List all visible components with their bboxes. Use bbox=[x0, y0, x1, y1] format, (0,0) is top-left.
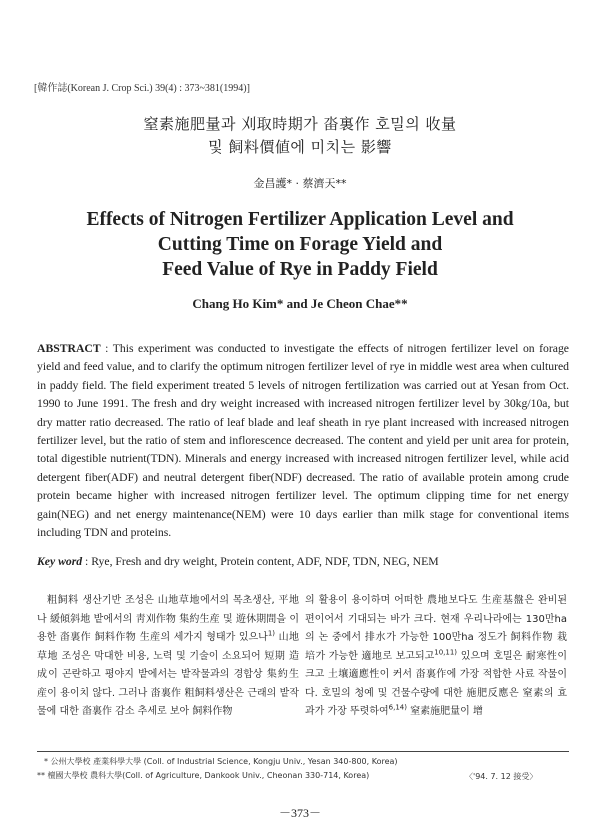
journal-citation: [韓作誌(Korean J. Crop Sci.) 39(4) : 373~381(1994)] bbox=[34, 83, 250, 94]
body-right-text-b: 있으며 호밀은 耐寒性이 크고 土壤適應性이 커서 畓裏作에 가장 적합한 사료 작물이다. 호밀의 청예 및 건물수량에 대한 施肥反應은 窒素의 효과가 가장 뚜렷하여 bbox=[305, 650, 567, 717]
body-column-left bbox=[37, 592, 299, 722]
english-title-line-2: Cutting Time on Forage Yield and bbox=[157, 234, 443, 255]
korean-title-line-2: 및 飼料價値에 미치는 影響 bbox=[208, 138, 392, 156]
body-column-right bbox=[305, 592, 567, 722]
citation-ref: 10,11) bbox=[434, 648, 458, 657]
footnote-1: * 公州大學校 產業科學大學 (Coll. of Industrial Science, Kongju Univ., Yesan 340-800, Korea) bbox=[44, 757, 398, 766]
body-left-text-a: 粗飼料 생산기반 조성은 山地草地에서의 목초생산, 平地나 緩傾斜地 밭에서의 靑刈作物 集約生産 및 遊休期間을 이용한 畓裏作 飼料作物 生産의 세가지 형태가 있으나 bbox=[37, 595, 299, 643]
english-title-line-3: Feed Value of Rye in Paddy Field bbox=[162, 259, 438, 280]
english-authors: Chang Ho Kim* and Je Cheon Chae** bbox=[192, 296, 408, 311]
abstract-paragraph bbox=[37, 340, 569, 542]
korean-authors: 金昌護* · 蔡濟天** bbox=[253, 177, 347, 190]
abstract-text: This experiment was conducted to investigate the effects of nitrogen fertilizer level on forage yield and feed value, and to clarify the optimum nitrogen fertilizer level of rye in middle west area when cultured in paddy field. The field experiment treated 5 levels of nitrogen fertilization was carried out at Yesan from Oct. 1990 to June 1991. The fresh and dry weight increased with increased nitrogen fertilizer level by 30kg/10a, but dry matter ratio decreased. The ratio of leaf blade and leaf sheath in rye plant increased with increased nitrogen fertilizer level, but the ratio of stem and inflorescence decreased. The content and yield per unit area for protein, total digestible nutrient(TDN). Minerals and energy increased with increased nitrogen fertilizer level, while acid detergent fiber(ADF) and neutral detergent fiber(NDF) decreased. The ratio of available protein among crude protein became higher with increased nitrogen fertilizer level. The optimum clipping time for net energy gain(NEG) and net energy maintenance(NEM) were 10 days earlier than milk stage for conventional items including TDN and proteins. bbox=[37, 342, 569, 540]
body-right-text-a: 의 활용이 용이하며 어떠한 農地보다도 生産基盤은 완비된 편이어서 기대되는 바가 크다. 현재 우리나라에는 130만ha의 논 중에서 排水가 가능한 100만ha 정도가 飼料作物 栽培가 가능한 適地로 보고되고 bbox=[305, 595, 567, 662]
keywords-separator: : bbox=[82, 555, 92, 568]
abstract-label: ABSTRACT bbox=[37, 342, 101, 355]
keywords-label: Key word bbox=[37, 555, 83, 568]
korean-title-line-1: 窒素施肥量과 刈取時期가 畓裏作 호밀의 收量 bbox=[143, 115, 457, 133]
received-date: 〈'94. 7. 12 接受〉 bbox=[465, 772, 538, 781]
footnote-2: ** 檀國大學校 農科大學(Coll. of Agriculture, Dankook Univ., Cheonan 330-714, Korea) bbox=[37, 771, 370, 780]
body-right-text-c: 窒素施肥量이 增 bbox=[406, 706, 483, 717]
citation-ref: 6,14) bbox=[388, 703, 407, 712]
keywords-text: Rye, Fresh and dry weight, Protein content, ADF, NDF, TDN, NEG, NEM bbox=[91, 555, 439, 568]
citation-ref: 1) bbox=[267, 629, 276, 638]
footnote-divider bbox=[37, 751, 569, 752]
abstract-separator: : bbox=[100, 342, 113, 355]
page-number: －373－ bbox=[278, 806, 321, 820]
english-title-line-1: Effects of Nitrogen Fertilizer Application Level and bbox=[86, 209, 514, 230]
body-left-text-b: 山地草地 조성은 막대한 비용, 노력 및 기술이 소요되어 短期 造成이 곤란하고 평야지 밭에서는 밭작물과의 경합상 集約生産이 용이치 않다. 그러나 畓裏作 粗飼料생산은 근래의 밭작물에 대한 畓裏作 감소 추세로 보아 飼料作物 bbox=[37, 632, 299, 717]
keywords-line bbox=[37, 555, 569, 568]
